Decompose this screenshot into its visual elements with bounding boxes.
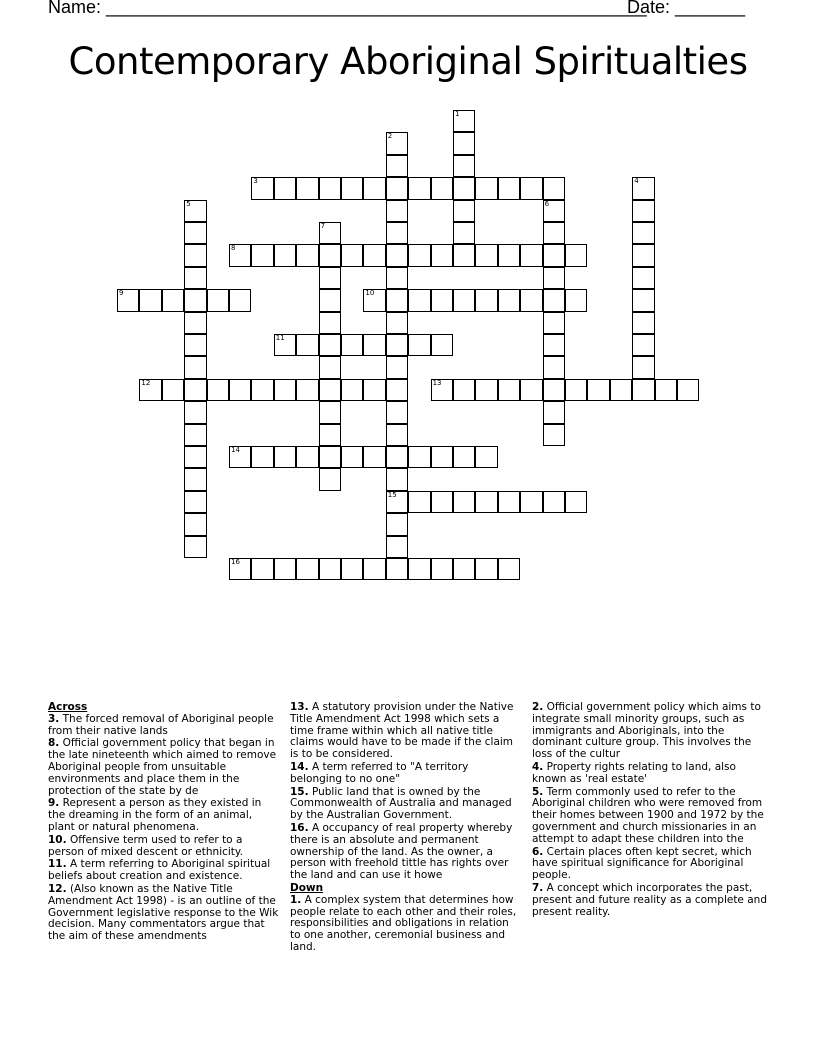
grid-cell[interactable] — [274, 379, 296, 401]
grid-cell[interactable] — [386, 513, 408, 535]
grid-cell[interactable] — [453, 558, 475, 580]
grid-cell[interactable] — [184, 491, 206, 513]
grid-cell[interactable] — [184, 424, 206, 446]
grid-cell[interactable] — [408, 177, 430, 199]
grid-cell[interactable] — [296, 334, 318, 356]
grid-cell[interactable] — [251, 244, 273, 266]
across-clue-8: 8. Official government policy that began in the late nineteenth which aimed to remove Aboriginal people from unsuitable environments and place them in the protection of the state by de — [48, 737, 277, 797]
cell-number: 3 — [253, 177, 258, 186]
grid-cell[interactable] — [632, 200, 654, 222]
grid-cell[interactable] — [184, 289, 206, 311]
clue-column-2 — [290, 702, 522, 955]
grid-cell[interactable] — [632, 267, 654, 289]
grid-cell[interactable] — [632, 222, 654, 244]
grid-cell[interactable] — [296, 379, 318, 401]
grid-cell[interactable] — [408, 244, 430, 266]
across-clue-10: 10. Offensive term used to refer to a person of mixed descent or ethnicity. — [48, 833, 243, 858]
grid-cell[interactable] — [162, 289, 184, 311]
grid-cell[interactable] — [543, 289, 565, 311]
grid-cell[interactable] — [363, 334, 385, 356]
grid-cell[interactable] — [408, 334, 430, 356]
cell-number: 13 — [432, 378, 442, 387]
cell-number: 8 — [231, 244, 236, 253]
grid-cell[interactable] — [431, 491, 453, 513]
grid-cell[interactable] — [229, 244, 251, 266]
grid-cell[interactable] — [453, 177, 475, 199]
grid-cell[interactable] — [229, 446, 251, 468]
grid-cell[interactable] — [655, 379, 677, 401]
grid-cell[interactable] — [386, 222, 408, 244]
grid-cell[interactable] — [565, 379, 587, 401]
grid-cell[interactable] — [543, 491, 565, 513]
grid-cell[interactable] — [475, 177, 497, 199]
grid-cell[interactable] — [162, 379, 184, 401]
cell-number: 9 — [119, 289, 124, 298]
down-clue-4: 4. Property rights relating to land, also known as 'real estate' — [532, 760, 736, 785]
grid-cell[interactable] — [296, 558, 318, 580]
name-field-label: Name: ______________________________________________________ — [48, 0, 647, 17]
grid-cell[interactable] — [341, 558, 363, 580]
grid-cell[interactable] — [386, 424, 408, 446]
grid-cell[interactable] — [274, 177, 296, 199]
grid-cell[interactable] — [386, 536, 408, 558]
cell-number: 6 — [544, 199, 550, 208]
grid-cell[interactable] — [207, 379, 229, 401]
grid-cell[interactable] — [139, 289, 161, 311]
grid-cell[interactable] — [453, 200, 475, 222]
across-heading: Across — [48, 701, 88, 713]
grid-cell[interactable] — [408, 446, 430, 468]
grid-cell[interactable] — [543, 267, 565, 289]
grid-cell[interactable] — [184, 468, 206, 490]
grid-cell[interactable] — [632, 177, 654, 199]
grid-cell[interactable] — [408, 491, 430, 513]
grid-cell[interactable] — [363, 177, 385, 199]
grid-cell[interactable] — [184, 513, 206, 535]
grid-cell[interactable] — [319, 356, 341, 378]
grid-cell[interactable] — [386, 200, 408, 222]
grid-cell[interactable] — [498, 289, 520, 311]
grid-cell[interactable] — [431, 289, 453, 311]
grid-cell[interactable] — [565, 491, 587, 513]
grid-cell[interactable] — [453, 222, 475, 244]
grid-cell[interactable] — [184, 356, 206, 378]
grid-cell[interactable] — [386, 267, 408, 289]
grid-cell[interactable] — [319, 289, 341, 311]
grid-cell[interactable] — [475, 446, 497, 468]
grid-cell[interactable] — [632, 356, 654, 378]
cell-number: 12 — [141, 378, 151, 387]
grid-cell[interactable] — [363, 379, 385, 401]
cell-number: 1 — [455, 110, 460, 118]
grid-cell[interactable] — [543, 200, 565, 222]
grid-cell[interactable] — [498, 491, 520, 513]
cell-number: 2 — [387, 132, 393, 141]
grid-cell[interactable] — [543, 222, 565, 244]
grid-cell[interactable] — [386, 491, 408, 513]
grid-cell[interactable] — [610, 379, 632, 401]
grid-cell[interactable] — [386, 468, 408, 490]
grid-cell[interactable] — [386, 132, 408, 154]
clue-column-3 — [532, 702, 768, 919]
grid-cell[interactable] — [319, 222, 341, 244]
grid-cell[interactable] — [296, 446, 318, 468]
across-clue-16: 16. A occupancy of real property whereby there is an absolute and permanent ownership of the land. As the owner, a person with freehold tittle has rights over the land and can use it howe — [290, 821, 513, 882]
across-clue-3: 3. The forced removal of Aboriginal people from their native lands — [48, 712, 274, 737]
grid-cell[interactable] — [184, 379, 206, 401]
grid-cell[interactable] — [498, 379, 520, 401]
grid-cell[interactable] — [319, 177, 341, 199]
down-clue-1: 1. A complex system that determines how people relate to each other and their roles, responsibilities and obligations in relation to one another, ceremonial business and land. — [290, 893, 517, 953]
grid-cell[interactable] — [319, 312, 341, 334]
grid-cell[interactable] — [543, 244, 565, 266]
grid-cell[interactable] — [386, 356, 408, 378]
grid-cell[interactable] — [386, 379, 408, 401]
grid-cell[interactable] — [632, 312, 654, 334]
grid-cell[interactable] — [386, 244, 408, 266]
across-clue-11: 11. A term referring to Aboriginal spiritual beliefs about creation and existence. — [48, 858, 271, 883]
grid-cell[interactable] — [117, 289, 139, 311]
grid-cell[interactable] — [319, 446, 341, 468]
across-clue-12: 12. (Also known as the Native Title Amendment Act 1998) - is an outline of the Government legislative response to the Wik decision. Many commentators argue that the aim of these amendments — [48, 882, 279, 943]
grid-cell[interactable] — [543, 424, 565, 446]
across-clue-9: 9. Represent a person as they existed in the dreaming in the form of an animal, plant or natural phenomena. — [48, 797, 262, 833]
grid-cell[interactable] — [520, 379, 542, 401]
grid-cell[interactable] — [475, 289, 497, 311]
cell-number: 15 — [387, 490, 397, 499]
grid-cell[interactable] — [453, 379, 475, 401]
grid-cell[interactable] — [475, 244, 497, 266]
cell-number: 11 — [275, 334, 285, 342]
grid-cell[interactable] — [363, 244, 385, 266]
grid-cell[interactable] — [386, 558, 408, 580]
grid-cell[interactable] — [543, 177, 565, 199]
grid-cell[interactable] — [386, 177, 408, 199]
grid-cell[interactable] — [319, 267, 341, 289]
grid-cell[interactable] — [543, 356, 565, 378]
grid-cell[interactable] — [251, 177, 273, 199]
grid-cell[interactable] — [475, 491, 497, 513]
grid-cell[interactable] — [184, 446, 206, 468]
grid-cell[interactable] — [341, 379, 363, 401]
grid-cell[interactable] — [431, 558, 453, 580]
cell-number: 7 — [320, 222, 326, 230]
grid-cell[interactable] — [184, 244, 206, 266]
grid-cell[interactable] — [677, 379, 699, 401]
grid-cell[interactable] — [184, 200, 206, 222]
grid-cell[interactable] — [274, 446, 296, 468]
grid-cell[interactable] — [229, 379, 251, 401]
grid-cell[interactable] — [632, 289, 654, 311]
grid-cell[interactable] — [453, 289, 475, 311]
grid-cell[interactable] — [431, 334, 453, 356]
grid-cell[interactable] — [386, 401, 408, 423]
grid-cell[interactable] — [520, 491, 542, 513]
grid-cell[interactable] — [251, 446, 273, 468]
grid-cell[interactable] — [184, 267, 206, 289]
grid-cell[interactable] — [274, 558, 296, 580]
grid-cell[interactable] — [543, 379, 565, 401]
grid-cell[interactable] — [341, 334, 363, 356]
grid-cell[interactable] — [184, 312, 206, 334]
grid-cell[interactable] — [386, 289, 408, 311]
grid-cell[interactable] — [453, 244, 475, 266]
down-clue-7: 7. A concept which incorporates the past, present and future reality as a complete and present reality. — [532, 881, 767, 918]
grid-cell[interactable] — [319, 334, 341, 356]
grid-cell[interactable] — [453, 110, 475, 132]
grid-cell[interactable] — [543, 334, 565, 356]
cell-number: 10 — [365, 289, 375, 298]
page-title: Contemporary Aboriginal Spiritualties — [68, 40, 748, 83]
grid-cell[interactable] — [139, 379, 161, 401]
grid-cell[interactable] — [341, 244, 363, 266]
grid-cell[interactable] — [319, 401, 341, 423]
grid-cell[interactable] — [184, 222, 206, 244]
grid-cell[interactable] — [184, 334, 206, 356]
grid-cell[interactable] — [453, 446, 475, 468]
grid-cell[interactable] — [632, 244, 654, 266]
cell-number: 14 — [231, 446, 240, 454]
grid-cell[interactable] — [274, 244, 296, 266]
down-clue-5: 5. Term commonly used to refer to the Aboriginal children who were removed from their homes between 1900 and 1972 by the government and church missionaries in an attempt to adapt these children into the — [532, 785, 764, 845]
grid-cell[interactable] — [587, 379, 609, 401]
grid-cell[interactable] — [274, 334, 296, 356]
grid-cell[interactable] — [319, 244, 341, 266]
grid-cell[interactable] — [520, 244, 542, 266]
grid-cell[interactable] — [475, 379, 497, 401]
grid-cell[interactable] — [453, 155, 475, 177]
grid-cell[interactable] — [498, 244, 520, 266]
grid-cell[interactable] — [431, 244, 453, 266]
grid-cell[interactable] — [431, 446, 453, 468]
grid-cell[interactable] — [386, 334, 408, 356]
date-field-label: Date: _______ — [627, 0, 746, 17]
grid-cell[interactable] — [251, 558, 273, 580]
grid-cell[interactable] — [251, 379, 273, 401]
grid-cell[interactable] — [363, 558, 385, 580]
grid-cell[interactable] — [363, 289, 385, 311]
across-clue-15: 15. Public land that is owned by the Commonwealth of Australia and managed by the Australian Government. — [290, 785, 512, 822]
grid-cell[interactable] — [453, 491, 475, 513]
down-clue-2: 2. Official government policy which aims to integrate small minority groups, such as immigrants and Aboriginals, into the dominant culture group. This involves the loss of the cultur — [532, 701, 761, 761]
grid-cell[interactable] — [543, 401, 565, 423]
grid-cell[interactable] — [386, 155, 408, 177]
grid-cell[interactable] — [520, 289, 542, 311]
grid-cell[interactable] — [319, 424, 341, 446]
grid-cell[interactable] — [363, 446, 385, 468]
grid-cell[interactable] — [431, 177, 453, 199]
grid-cell[interactable] — [543, 312, 565, 334]
down-heading: Down — [290, 881, 324, 894]
grid-cell[interactable] — [207, 289, 229, 311]
grid-cell[interactable] — [184, 536, 206, 558]
grid-cell[interactable] — [408, 289, 430, 311]
grid-cell[interactable] — [229, 558, 251, 580]
grid-cell[interactable] — [319, 379, 341, 401]
grid-cell[interactable] — [386, 446, 408, 468]
grid-cell[interactable] — [565, 244, 587, 266]
grid-cell[interactable] — [431, 379, 453, 401]
grid-cell[interactable] — [184, 401, 206, 423]
grid-cell[interactable] — [632, 379, 654, 401]
grid-cell[interactable] — [520, 177, 542, 199]
down-clue-6: 6. Certain places often kept secret, which have spiritual significance for Aboriginal people. — [532, 845, 752, 882]
grid-cell[interactable] — [386, 312, 408, 334]
grid-cell[interactable] — [565, 289, 587, 311]
cell-number: 5 — [186, 199, 191, 208]
grid-cell[interactable] — [453, 132, 475, 154]
grid-cell[interactable] — [408, 558, 430, 580]
grid-cell[interactable] — [632, 334, 654, 356]
across-clue-13: 13. A statutory provision under the Native Title Amendment Act 1998 which sets a time frame within which all native title claims would have to be made if the claim is to be considered. — [290, 701, 514, 761]
cell-number: 4 — [634, 177, 639, 186]
grid-cell[interactable] — [229, 289, 251, 311]
clue-column-1 — [48, 702, 280, 944]
grid-cell[interactable] — [475, 558, 497, 580]
cell-number: 16 — [231, 558, 240, 566]
grid-cell[interactable] — [341, 446, 363, 468]
grid-cell[interactable] — [296, 244, 318, 266]
grid-cell[interactable] — [498, 558, 520, 580]
grid-cell[interactable] — [341, 177, 363, 199]
across-clue-14: 14. A term referred to "A territory belonging to no one" — [290, 760, 469, 785]
grid-cell[interactable] — [319, 558, 341, 580]
grid-cell[interactable] — [296, 177, 318, 199]
grid-cell[interactable] — [319, 468, 341, 490]
grid-cell[interactable] — [498, 177, 520, 199]
